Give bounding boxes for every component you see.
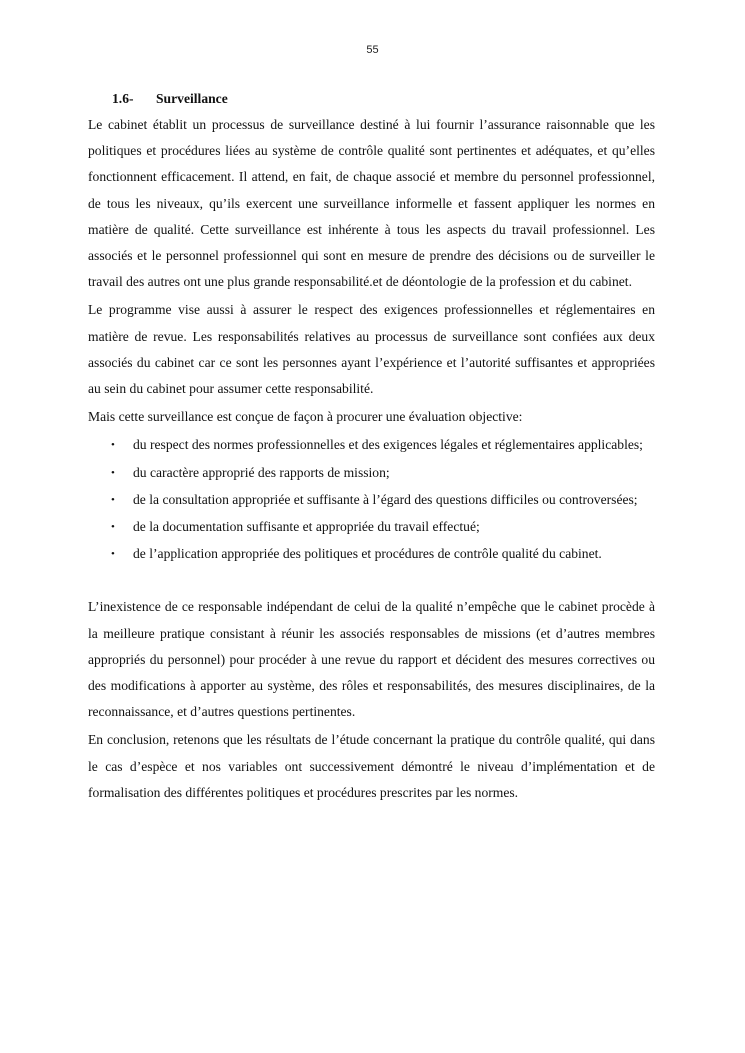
document-body [88,86,655,808]
paragraph-conclusion: En conclusion, retenons que les résultats de l’étude concernant la pratique du contrôle qualité, qui dans le cas d’espèce et nos variables ont successivement démontré le niveau d’implémentation et de formalisation des différentes politiques et procédures prescrites par les normes. [88,732,655,800]
paragraph-independent-responsible: L’inexistence de ce responsable indépendant de celui de la qualité n’empêche que le cabinet procède à la meilleure pratique consistant à réunir les associés responsables de missions (et d’autres membres appropriés du personnel) pour procéder à une revue du rapport et décident des mesures correctives ou des modifications à apporter au système, des rôles et responsabilités, des mesures disciplinaires, de la reconnaissance, et d’autres questions pertinentes. [88,599,655,720]
paragraph-spacer [88,568,655,594]
paragraph-program-review: Le programme vise aussi à assurer le respect des exigences professionnelles et réglementaires en matière de revue. Les responsabilités relatives au processus de surveillance sont confiées aux deux associés du cabinet car ce sont les personnes ayant l’expérience et l’autorité suffisantes et appropriées au sein du cabinet pour assumer cette responsabilité. [88,302,655,397]
evaluation-bullet-list [88,432,655,567]
list-item-text: de la documentation suffisante et appropriée du travail effectué; [133,519,480,535]
bullet-icon: • [111,521,115,534]
page-number: 55 [366,44,379,56]
list-item-text: du caractère approprié des rapports de mission; [133,464,390,480]
list-item [88,460,655,486]
section-title: Surveillance [156,91,228,106]
list-item-text: de la consultation appropriée et suffisante à l’égard des questions difficiles ou controversées; [133,491,638,507]
bullet-icon: • [111,493,115,506]
list-item [88,541,655,567]
list-item [88,514,655,540]
section-number: 1.6- [112,91,134,106]
list-item [88,487,655,513]
bullet-icon: • [111,439,115,452]
list-item-text: de l’application appropriée des politiques et procédures de contrôle qualité du cabinet. [133,546,602,562]
bullet-icon: • [111,466,115,479]
list-item [88,432,655,458]
paragraph-monitoring-process: Le cabinet établit un processus de surveillance destiné à lui fournir l’assurance raisonnable que les politiques et procédures liées au système de contrôle qualité sont pertinentes et adéquates, et qu’elles fonctionnent efficacement. Il attend, en fait, de chaque associé et membre du personnel professionnel, de tous les niveaux, qu’ils exercent une surveillance informelle et fassent appliquer les normes en matière de qualité. Cette surveillance est inhérente à tous les aspects du travail professionnel. Les associés et le personnel professionnel qui sont en mesure de prendre des décisions ou de surveiller le travail des autres ont une plus grande responsabilité.et de déontologie de la profession et du cabinet. [88,117,655,290]
list-item-text: du respect des normes professionnelles et des exigences légales et réglementaires applicables; [133,437,643,453]
paragraph-objective-evaluation: Mais cette surveillance est conçue de façon à procurer une évaluation objective: [88,409,523,425]
section-heading [112,86,655,112]
bullet-icon: • [111,548,115,561]
